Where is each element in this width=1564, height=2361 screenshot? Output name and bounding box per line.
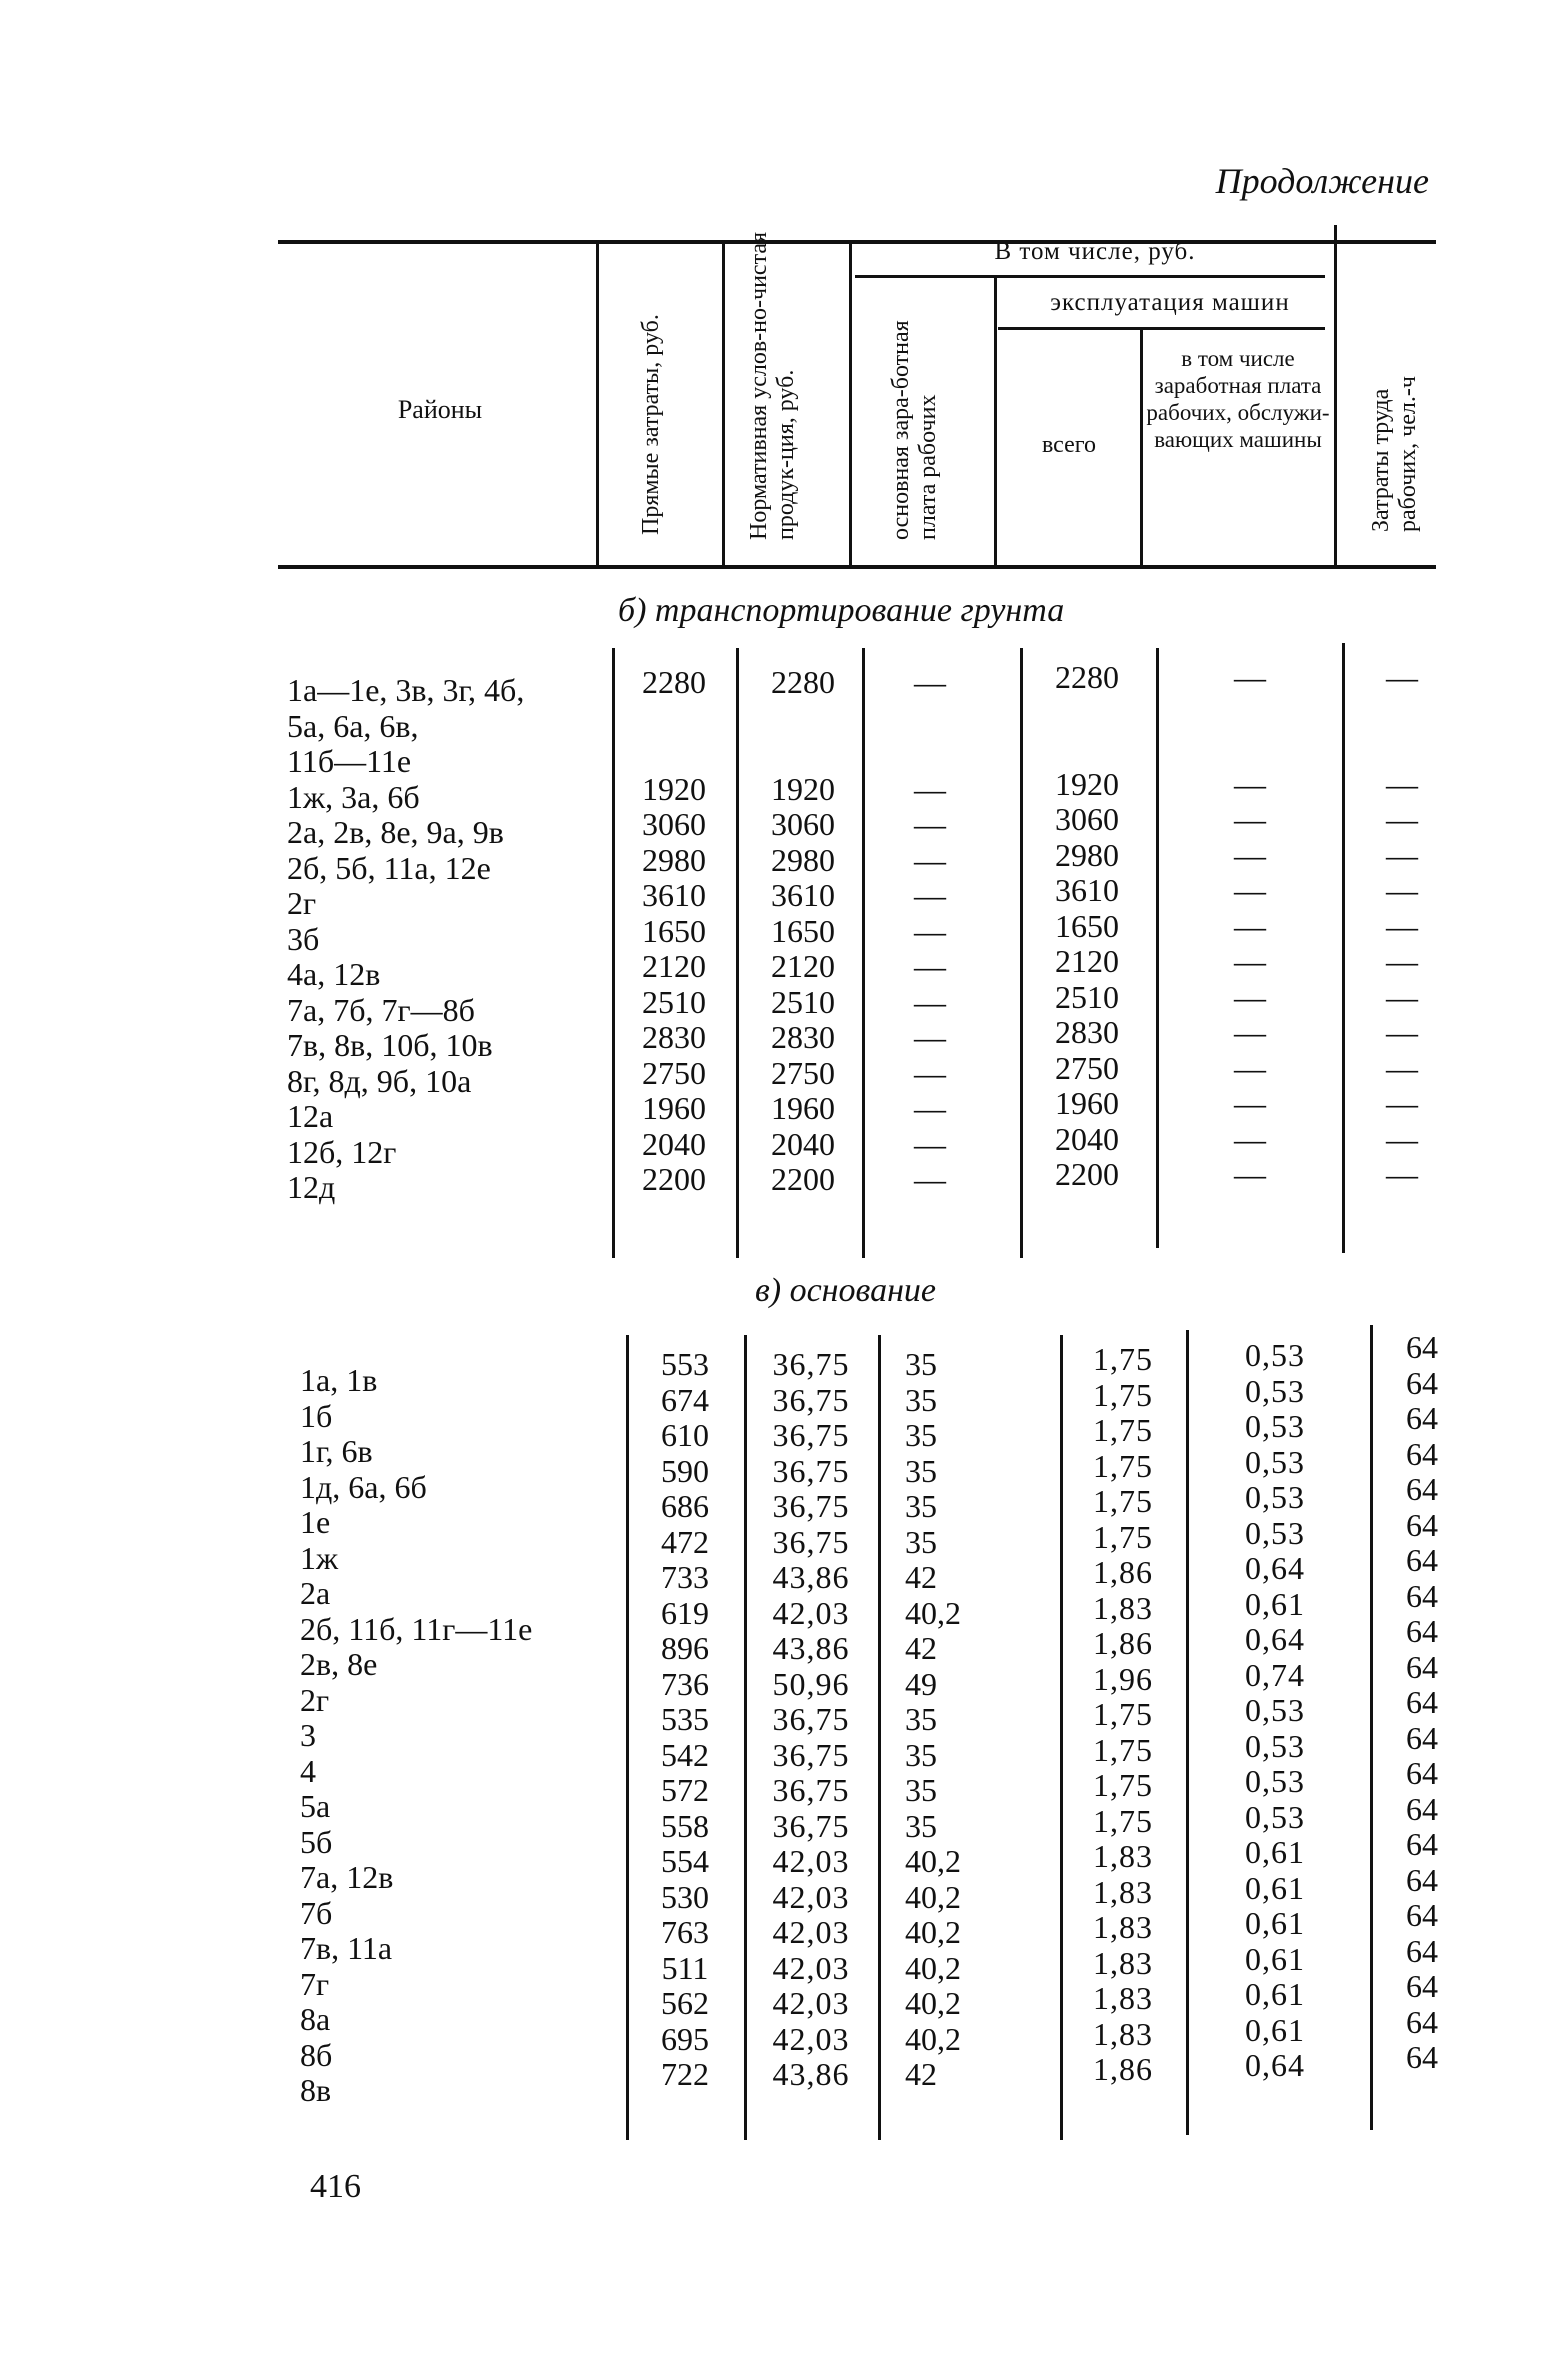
value-cell: 2750 <box>771 1054 835 1091</box>
value-cell: 695 <box>661 2020 709 2057</box>
section-b-districts <box>287 673 524 1206</box>
value-cell: 64 <box>1406 1400 1438 1436</box>
value-cell: — <box>914 1090 946 1126</box>
value-cell: 1960 <box>771 1090 835 1126</box>
value-cell: 2280 <box>1055 659 1119 695</box>
value-cell: — <box>914 983 946 1020</box>
value-cell: — <box>914 877 946 913</box>
header-divider <box>994 275 997 565</box>
value-cell: 1920 <box>642 770 706 807</box>
value-cell: 2510 <box>771 983 835 1020</box>
district-cell: 1а, 1в <box>300 1362 378 1398</box>
header-wages-text: основная зара-ботная плата рабочих <box>888 320 941 540</box>
value-cell: 43,86 <box>772 1559 850 1595</box>
value-cell: 0,61 <box>1245 1976 1305 2012</box>
header-divider <box>849 240 852 565</box>
value-cell: — <box>1386 1014 1418 1050</box>
value-cell: 42,03 <box>772 1914 850 1950</box>
value-cell: 64 <box>1406 1648 1438 1685</box>
value-cell: — <box>1234 765 1266 802</box>
value-cell: 1,96 <box>1093 1660 1153 1697</box>
header-normative <box>746 230 800 540</box>
value-cell: 35 <box>905 1807 937 1844</box>
value-cell: — <box>1386 1085 1418 1121</box>
value-cell: 1,75 <box>1093 1518 1153 1555</box>
value-cell: — <box>914 770 946 807</box>
value-cell: 2200 <box>642 1161 706 1197</box>
value-cell: 554 <box>661 1843 709 1879</box>
district-cell: 7в, 11а <box>300 1930 393 1966</box>
value-cell: 64 <box>1406 1506 1438 1543</box>
district-cell: 5б <box>300 1823 333 1860</box>
section-b-wages-column <box>880 665 980 1198</box>
value-cell: 42,03 <box>772 1985 850 2021</box>
value-cell: 64 <box>1406 1364 1438 1401</box>
value-cell: 36,75 <box>772 1417 850 1453</box>
value-cell: 49 <box>905 1665 937 1702</box>
value-cell: 36,75 <box>772 1807 850 1844</box>
value-cell: — <box>1234 1014 1266 1050</box>
value-cell: 610 <box>661 1417 709 1453</box>
value-cell: 64 <box>1406 1684 1438 1720</box>
value-cell: 733 <box>661 1559 709 1595</box>
district-cell: 7в, 8в, 10б, 10в <box>287 1027 493 1063</box>
value-cell: 2040 <box>642 1125 706 1162</box>
value-cell: — <box>1234 836 1266 873</box>
value-cell: 1920 <box>771 770 835 807</box>
value-cell: 0,61 <box>1245 1940 1305 1977</box>
value-cell: 590 <box>661 1452 709 1489</box>
value-cell: 1,75 <box>1093 1341 1153 1377</box>
value-cell: 1960 <box>642 1090 706 1126</box>
value-cell: 64 <box>1406 1329 1438 1365</box>
value-cell: 2510 <box>642 983 706 1020</box>
value-cell: 722 <box>661 2056 709 2092</box>
section-v-mwages-column <box>1210 1338 1340 2084</box>
value-cell: 1,75 <box>1093 1696 1153 1732</box>
district-cell: 2в, 8е <box>300 1646 378 1682</box>
value-cell: 896 <box>661 1630 709 1666</box>
value-cell: 64 <box>1406 1790 1438 1827</box>
district-cell: 3 <box>300 1717 316 1753</box>
value-cell: 3610 <box>771 877 835 913</box>
value-cell: 0,74 <box>1245 1656 1305 1693</box>
value-cell: 0,53 <box>1245 1372 1305 1409</box>
value-cell: — <box>914 1125 946 1162</box>
value-cell: 36,75 <box>772 1452 850 1489</box>
value-cell: 50,96 <box>772 1665 850 1702</box>
value-cell: 0,53 <box>1245 1798 1305 1835</box>
value-cell: — <box>1234 978 1266 1015</box>
value-cell: 558 <box>661 1807 709 1844</box>
district-cell: 7г <box>300 1965 330 2002</box>
district-cell: 1д, 6а, 6б <box>300 1468 427 1505</box>
district-cell: 8б <box>300 2036 333 2073</box>
value-cell: 2040 <box>1055 1120 1119 1157</box>
value-cell: — <box>1234 1156 1266 1192</box>
value-cell: — <box>1386 943 1418 979</box>
header-divider <box>596 240 599 565</box>
header-divider <box>1140 330 1143 565</box>
value-cell: 1650 <box>1055 907 1119 944</box>
value-cell: 42 <box>905 2056 937 2092</box>
value-cell: 1,75 <box>1093 1376 1153 1413</box>
section-v-total-column <box>1062 1342 1184 2088</box>
value-cell: 2980 <box>642 841 706 878</box>
value-cell: 42,03 <box>772 2020 850 2057</box>
value-cell: 64 <box>1406 1471 1438 1507</box>
section-v-wages-column <box>905 1347 961 2093</box>
value-cell: 0,61 <box>1245 1869 1305 1906</box>
page-number: 416 <box>310 2168 361 2205</box>
value-cell: 0,61 <box>1245 1585 1305 1622</box>
value-cell: 64 <box>1406 2039 1438 2075</box>
district-cell: 1б <box>300 1397 333 1434</box>
value-cell: 1650 <box>771 912 835 949</box>
value-cell: — <box>914 806 946 842</box>
value-cell: 0,53 <box>1245 1727 1305 1764</box>
value-cell: 0,53 <box>1245 1479 1305 1515</box>
value-cell: 2200 <box>1055 1156 1119 1192</box>
value-cell: 1,83 <box>1093 1589 1153 1626</box>
value-cell: 511 <box>661 1949 709 1986</box>
value-cell: 43,86 <box>772 1630 850 1666</box>
district-cell: 8г, 8д, 9б, 10а <box>287 1062 472 1099</box>
value-cell: 1,83 <box>1093 2015 1153 2052</box>
value-cell: 2750 <box>642 1054 706 1091</box>
value-cell: — <box>914 948 946 984</box>
value-cell: 42,03 <box>772 1594 850 1631</box>
district-cell: 2а, 2в, 8е, 9а, 9в <box>287 814 504 850</box>
machine-rule <box>998 327 1325 330</box>
value-cell: 42 <box>905 1559 937 1595</box>
value-cell: 35 <box>905 1417 937 1453</box>
value-cell: — <box>1234 659 1266 695</box>
district-cell: 5а <box>300 1788 331 1824</box>
value-cell: 2980 <box>1055 836 1119 873</box>
section-b-title: б) транспортирование грунта <box>618 592 1065 629</box>
value-cell: 35 <box>905 1346 937 1382</box>
section-b-norm-column <box>738 665 868 1198</box>
value-cell: 553 <box>661 1346 709 1382</box>
district-cell: 4а, 12в <box>287 956 381 992</box>
value-cell: 1,83 <box>1093 1909 1153 1945</box>
section-b-labor-column <box>1352 660 1452 1193</box>
value-cell: 35 <box>905 1452 937 1489</box>
value-cell: 64 <box>1406 1719 1438 1756</box>
value-cell: 1920 <box>1055 765 1119 802</box>
value-cell: 1,75 <box>1093 1412 1153 1448</box>
value-cell: 2830 <box>771 1019 835 1055</box>
value-cell: 763 <box>661 1914 709 1950</box>
value-cell: 1,86 <box>1093 1554 1153 1590</box>
value-cell: 1,75 <box>1093 1731 1153 1768</box>
value-cell: — <box>1234 801 1266 837</box>
value-cell: 35 <box>905 1736 937 1773</box>
district-cell: 1а—1е, 3в, 3г, 4б, <box>287 672 525 708</box>
value-cell: — <box>1386 1049 1418 1086</box>
value-cell: — <box>1386 836 1418 873</box>
value-cell: 472 <box>661 1523 709 1560</box>
value-cell: 2750 <box>1055 1049 1119 1086</box>
section-b-direct-column <box>614 665 734 1198</box>
district-cell: 12д <box>287 1169 336 1205</box>
value-cell: 1,83 <box>1093 1980 1153 2016</box>
district-cell: 1г, 6в <box>300 1433 373 1469</box>
value-cell: 0,64 <box>1245 2047 1305 2083</box>
header-labor-text: Затраты труда рабочих, чел.-ч <box>1368 376 1421 532</box>
value-cell: 3060 <box>642 806 706 842</box>
value-cell: 1,75 <box>1093 1447 1153 1484</box>
value-cell: 0,64 <box>1245 1621 1305 1657</box>
value-cell: 40,2 <box>905 1914 961 1950</box>
value-cell: 535 <box>661 1701 709 1737</box>
district-cell: 12а <box>287 1098 334 1134</box>
value-cell: 36,75 <box>772 1701 850 1737</box>
header-including: В том числе, руб. <box>994 238 1196 265</box>
value-cell: 64 <box>1406 1826 1438 1862</box>
including-rule <box>855 275 1325 278</box>
value-cell: 1650 <box>642 912 706 949</box>
district-cell: 2г <box>287 885 317 921</box>
district-cell: 5а, 6а, 6в, <box>287 707 419 744</box>
district-cell: 1ж <box>300 1539 339 1576</box>
value-cell: — <box>1386 659 1418 695</box>
value-cell: — <box>914 1054 946 1091</box>
district-cell: 2б, 5б, 11а, 12е <box>287 849 491 886</box>
value-cell: 35 <box>905 1523 937 1560</box>
header-direct-costs <box>638 265 665 535</box>
value-cell: 36,75 <box>772 1381 850 1418</box>
value-cell: 35 <box>905 1772 937 1808</box>
header-machine-operation: эксплуатация машин <box>1050 289 1290 316</box>
value-cell: 2120 <box>1055 943 1119 979</box>
district-cell: 1е <box>300 1504 331 1540</box>
value-cell: 1,75 <box>1093 1767 1153 1803</box>
value-cell: — <box>914 1161 946 1197</box>
value-cell: 3060 <box>1055 801 1119 837</box>
value-cell: 0,53 <box>1245 1408 1305 1444</box>
value-cell: 40,2 <box>905 1843 961 1879</box>
value-cell: 1,75 <box>1093 1483 1153 1519</box>
value-cell: 530 <box>661 1878 709 1915</box>
value-cell: 2510 <box>1055 978 1119 1015</box>
value-cell: 619 <box>661 1594 709 1631</box>
value-cell: — <box>1386 1156 1418 1192</box>
value-cell: 542 <box>661 1736 709 1773</box>
header-normative-text: Нормативная услов-но-чистая продук-ция, руб. <box>746 231 799 540</box>
value-cell: 0,53 <box>1245 1763 1305 1799</box>
value-cell: — <box>914 664 946 700</box>
value-cell: 2980 <box>771 841 835 878</box>
value-cell: 1,75 <box>1093 1802 1153 1839</box>
value-cell: 0,64 <box>1245 1550 1305 1586</box>
section-v-divider <box>1186 1330 1189 2135</box>
value-cell: 64 <box>1406 1435 1438 1472</box>
district-cell: 7б <box>300 1894 333 1931</box>
value-cell: 0,61 <box>1245 2011 1305 2048</box>
section-v-title: в) основание <box>755 1272 937 1309</box>
value-cell: 36,75 <box>772 1523 850 1560</box>
value-cell: 0,53 <box>1245 1337 1305 1373</box>
value-cell: — <box>914 841 946 878</box>
value-cell: 40,2 <box>905 1985 961 2021</box>
value-cell: 64 <box>1406 1613 1438 1649</box>
value-cell: 64 <box>1406 1968 1438 2004</box>
section-v-direct-column <box>630 1347 740 2093</box>
value-cell: — <box>914 912 946 949</box>
value-cell: 2120 <box>771 948 835 984</box>
value-cell: — <box>1386 872 1418 908</box>
header-districts: Районы <box>397 395 483 424</box>
value-cell: 2120 <box>642 948 706 984</box>
section-b-total-column <box>1022 660 1152 1193</box>
value-cell: 0,53 <box>1245 1692 1305 1728</box>
section-b-divider <box>1342 643 1345 1253</box>
header-bottom-rule <box>278 565 1436 569</box>
value-cell: 2830 <box>1055 1014 1119 1050</box>
district-cell: 8в <box>300 2072 332 2108</box>
district-cell: 1ж, 3а, 6б <box>287 778 420 815</box>
value-cell: 0,61 <box>1245 1905 1305 1941</box>
value-cell: 40,2 <box>905 1594 961 1631</box>
section-v-divider <box>626 1335 629 2140</box>
value-cell: 2280 <box>642 664 706 700</box>
value-cell: 64 <box>1406 1755 1438 1791</box>
value-cell: 40,2 <box>905 2020 961 2057</box>
value-cell: 35 <box>905 1701 937 1737</box>
value-cell: 64 <box>1406 1932 1438 1969</box>
value-cell: 1,83 <box>1093 1944 1153 1981</box>
value-cell: 42,03 <box>772 1843 850 1879</box>
header-wages <box>888 310 942 540</box>
header-divider <box>722 240 725 565</box>
district-cell: 7а, 12в <box>300 1859 394 1895</box>
value-cell: — <box>1386 978 1418 1015</box>
value-cell: — <box>1234 943 1266 979</box>
section-b-mwages-column <box>1190 660 1310 1193</box>
value-cell: 1960 <box>1055 1085 1119 1121</box>
header-divider <box>1334 225 1337 565</box>
value-cell: 0,53 <box>1245 1514 1305 1551</box>
value-cell: 1,86 <box>1093 2051 1153 2087</box>
section-v-divider <box>878 1335 881 2140</box>
value-cell: 3060 <box>771 806 835 842</box>
value-cell: 64 <box>1406 1861 1438 1898</box>
section-b-divider <box>1156 648 1159 1248</box>
value-cell: 64 <box>1406 1897 1438 1933</box>
value-cell: 40,2 <box>905 1949 961 1986</box>
value-cell: — <box>1234 1049 1266 1086</box>
value-cell: 562 <box>661 1985 709 2021</box>
value-cell: — <box>1234 872 1266 908</box>
value-cell: 674 <box>661 1381 709 1418</box>
header-labor <box>1368 302 1422 532</box>
value-cell: 1,83 <box>1093 1838 1153 1874</box>
header-machine-wages: в том числе заработная плата рабочих, обслужи-вающих машины <box>1146 346 1330 452</box>
value-cell: 36,75 <box>772 1736 850 1773</box>
header-total: всего <box>1041 432 1097 458</box>
value-cell: 64 <box>1406 1577 1438 1614</box>
value-cell: — <box>1386 765 1418 802</box>
value-cell: 3610 <box>642 877 706 913</box>
value-cell: — <box>1234 1085 1266 1121</box>
district-cell: 2а <box>300 1575 331 1611</box>
district-cell: 7а, 7б, 7г—8б <box>287 991 475 1028</box>
continuation-label: Продолжение <box>1215 161 1429 201</box>
value-cell: 2280 <box>771 664 835 700</box>
value-cell: 0,61 <box>1245 1834 1305 1870</box>
value-cell: 35 <box>905 1488 937 1524</box>
value-cell: 42,03 <box>772 1949 850 1986</box>
value-cell: 64 <box>1406 2003 1438 2040</box>
value-cell: 1,86 <box>1093 1625 1153 1661</box>
value-cell: 36,75 <box>772 1346 850 1382</box>
value-cell: 42,03 <box>772 1878 850 1915</box>
value-cell: 572 <box>661 1772 709 1808</box>
section-v-labor-column <box>1378 1330 1438 2076</box>
value-cell: 35 <box>905 1381 937 1418</box>
value-cell: — <box>1234 907 1266 944</box>
district-cell: 4 <box>300 1752 316 1789</box>
value-cell: 1,83 <box>1093 1873 1153 1910</box>
district-cell: 2б, 11б, 11г—11е <box>300 1610 533 1647</box>
district-cell: 3б <box>287 920 320 957</box>
value-cell: 36,75 <box>772 1772 850 1808</box>
value-cell: — <box>1386 1120 1418 1157</box>
district-cell: 12б, 12г <box>287 1133 397 1170</box>
header-direct-costs-text: Прямые затраты, руб. <box>638 314 664 535</box>
value-cell: 42 <box>905 1630 937 1666</box>
value-cell: — <box>1386 801 1418 837</box>
value-cell: 736 <box>661 1665 709 1702</box>
value-cell: — <box>914 1019 946 1055</box>
value-cell: 40,2 <box>905 1878 961 1915</box>
value-cell: 2040 <box>771 1125 835 1162</box>
district-cell: 8а <box>300 2001 331 2037</box>
value-cell: 2200 <box>771 1161 835 1197</box>
section-v-norm-column <box>746 1347 876 2093</box>
value-cell: 3610 <box>1055 872 1119 908</box>
value-cell: 64 <box>1406 1542 1438 1578</box>
district-cell: 11б—11е <box>287 743 412 779</box>
section-v-districts <box>300 1363 532 2109</box>
value-cell: 686 <box>661 1488 709 1524</box>
value-cell: 0,53 <box>1245 1443 1305 1480</box>
value-cell: 43,86 <box>772 2056 850 2092</box>
value-cell: 2830 <box>642 1019 706 1055</box>
district-cell: 2г <box>300 1681 330 1718</box>
value-cell: — <box>1386 907 1418 944</box>
value-cell: 36,75 <box>772 1488 850 1524</box>
section-v-divider <box>1370 1325 1373 2130</box>
value-cell: — <box>1234 1120 1266 1157</box>
